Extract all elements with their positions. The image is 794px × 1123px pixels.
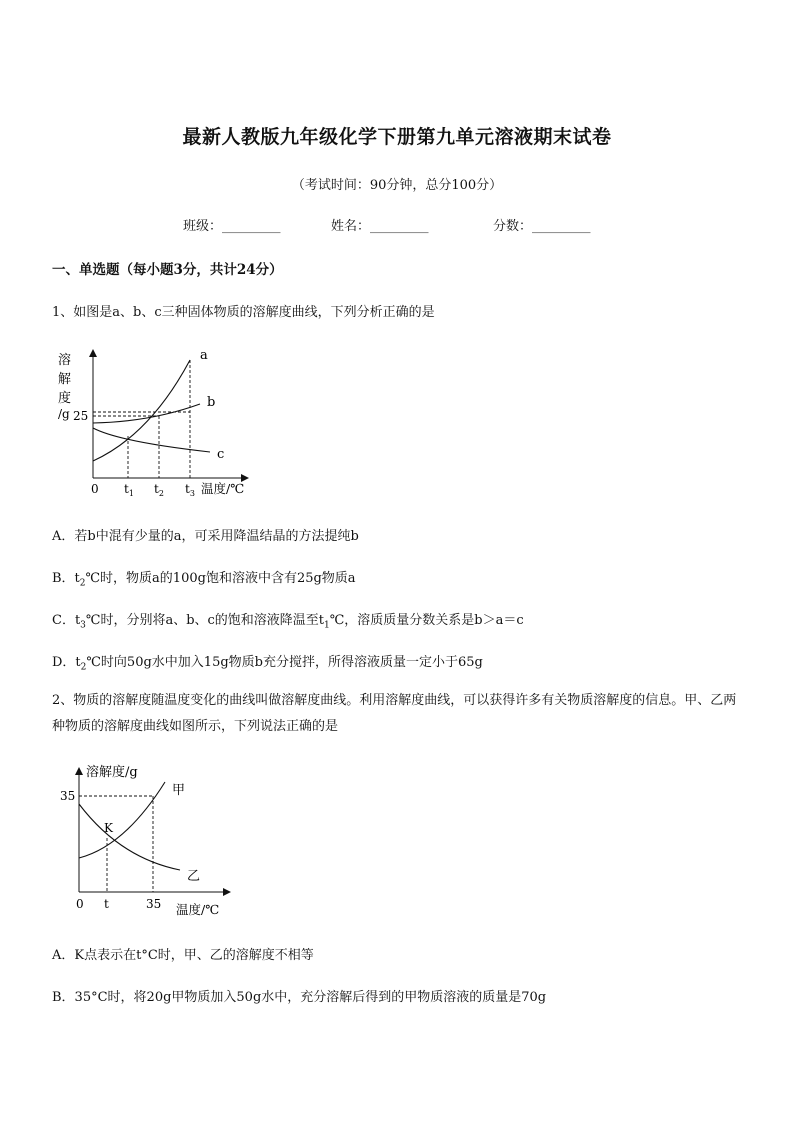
question-1-option-a: A．若b中混有少量的a，可采用降温结晶的方法提纯b — [52, 529, 359, 544]
x-tick-t3: $t_3$ — [185, 482, 195, 498]
curve-c — [93, 428, 210, 452]
class-label: 班级： — [183, 219, 223, 234]
question-1-option-d: D．$t_2℃$时向50g水中加入15g物质b充分搅拌，所得溶液质量一定小于65g — [52, 655, 483, 673]
y-axis-label: 溶解度/g — [86, 765, 138, 780]
y-tick-35: 35 — [60, 789, 76, 803]
question-2-option-b: B．35°C时，将20g甲物质加入50g水中，充分溶解后得到的甲物质溶液的质量是70g — [52, 990, 547, 1005]
y-tick-25: 25 — [73, 409, 89, 423]
class-field — [183, 215, 281, 234]
point-k-label: K — [104, 821, 113, 835]
y-label-char: /g — [58, 407, 70, 421]
curve-a — [93, 360, 190, 461]
solubility-chart-2 — [50, 758, 240, 923]
question-2-option-a: A．K点表示在t°C时，甲、乙的溶解度不相等 — [52, 948, 314, 963]
name-label: 姓名： — [331, 219, 371, 234]
solubility-chart-1 — [40, 340, 260, 505]
score-label: 分数： — [493, 219, 533, 234]
section-heading: 一、单选题（每小题3分，共计24分） — [52, 262, 283, 278]
x-axis-label: 温度/℃ — [176, 902, 220, 917]
class-blank: _________ — [222, 219, 281, 234]
y-label-char: 解 — [58, 372, 72, 387]
name-field — [331, 215, 429, 234]
x-axis-label: 温度/℃ — [201, 481, 245, 496]
curve-yi — [79, 804, 180, 870]
y-label-char: 溶 — [58, 353, 72, 368]
curve-label-yi: 乙 — [187, 869, 201, 884]
x-tick-t: t — [104, 897, 109, 911]
score-blank: _________ — [532, 219, 591, 234]
y-label-char: 度 — [58, 391, 72, 406]
curve-label-a: a — [200, 348, 208, 363]
origin-label: 0 — [91, 482, 99, 496]
x-tick-t1: $t_1$ — [124, 482, 134, 498]
question-1-stem: 1、如图是a、b、c三种固体物质的溶解度曲线，下列分析正确的是 — [52, 305, 435, 320]
curve-label-b: b — [207, 395, 216, 410]
curve-b — [93, 404, 200, 423]
name-blank: _________ — [370, 219, 429, 234]
question-1-option-c: C．$t_3℃$时，分别将a、b、c的饱和溶液降温至$t_1℃$，溶质质量分数关系是b＞a＝c — [52, 613, 524, 631]
question-2-stem: 2、物质的溶解度随温度变化的曲线叫做溶解度曲线。利用溶解度曲线，可以获得许多有关物质溶解度的信息。甲、乙两种物质的溶解度曲线如图所示，下列说法正确的是 — [52, 693, 737, 734]
page-title: 最新人教版九年级化学下册第九单元溶液期末试卷 — [182, 126, 612, 148]
curve-label-jia: 甲 — [172, 783, 186, 798]
x-tick-35: 35 — [146, 897, 162, 911]
origin-label: 0 — [76, 897, 84, 911]
curve-label-c: c — [217, 447, 225, 462]
x-tick-t2: $t_2$ — [154, 482, 164, 498]
exam-info: （考试时间：90分钟，总分100分） — [291, 178, 503, 193]
question-1-option-b: B．$t_2℃$时，物质a的100g饱和溶液中含有25g物质a — [52, 571, 356, 589]
score-field — [493, 215, 591, 234]
